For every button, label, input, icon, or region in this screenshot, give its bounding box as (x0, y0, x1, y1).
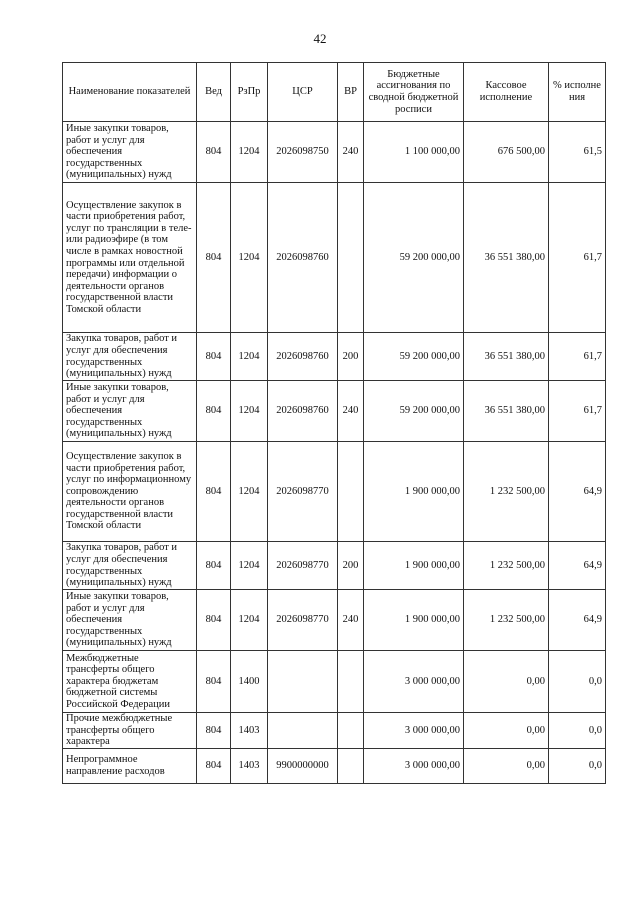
cell-cash: 676 500,00 (464, 122, 549, 183)
header-ved: Вед (197, 63, 231, 122)
cell-vr (338, 442, 364, 542)
cell-csr: 2026098750 (268, 122, 338, 183)
cell-rzpr: 1204 (231, 122, 268, 183)
cell-rzpr: 1204 (231, 381, 268, 442)
cell-budget: 3 000 000,00 (364, 713, 464, 749)
cell-vr (338, 183, 364, 333)
cell-rzpr: 1204 (231, 333, 268, 381)
cell-rzpr: 1403 (231, 748, 268, 783)
table-header-row (63, 63, 606, 122)
cell-rzpr: 1204 (231, 542, 268, 590)
cell-name: Закупка товаров, работ и услуг для обеспечения государственных (муниципальных) нужд (63, 542, 197, 590)
table-row (63, 748, 606, 783)
cell-csr: 2026098760 (268, 183, 338, 333)
cell-name: Непрограммное направление расходов (63, 748, 197, 783)
cell-ved: 804 (197, 381, 231, 442)
cell-rzpr: 1400 (231, 651, 268, 713)
page-number: 42 (313, 31, 327, 46)
cell-ved: 804 (197, 333, 231, 381)
header-budget: Бюджетные ассигнования по сводной бюджетной росписи (364, 63, 464, 122)
cell-vr (338, 748, 364, 783)
cell-ved: 804 (197, 748, 231, 783)
cell-cash: 1 232 500,00 (464, 590, 549, 651)
cell-cash: 36 551 380,00 (464, 183, 549, 333)
header-csr: ЦСР (268, 63, 338, 122)
cell-ved: 804 (197, 542, 231, 590)
header-name: Наименование показателей (63, 63, 197, 122)
cell-ved: 804 (197, 651, 231, 713)
cell-percent: 64,9 (549, 590, 606, 651)
cell-cash: 0,00 (464, 713, 549, 749)
cell-csr: 2026098770 (268, 442, 338, 542)
cell-cash: 0,00 (464, 748, 549, 783)
cell-percent: 64,9 (549, 442, 606, 542)
cell-rzpr: 1204 (231, 590, 268, 651)
cell-csr: 2026098760 (268, 333, 338, 381)
cell-ved: 804 (197, 122, 231, 183)
cell-name: Прочие межбюджетные трансферты общего характера (63, 713, 197, 749)
cell-rzpr: 1403 (231, 713, 268, 749)
cell-rzpr: 1204 (231, 442, 268, 542)
cell-budget: 59 200 000,00 (364, 183, 464, 333)
table-row (63, 590, 606, 651)
table-row (63, 381, 606, 442)
table-row (63, 122, 606, 183)
cell-csr (268, 651, 338, 713)
cell-cash: 36 551 380,00 (464, 381, 549, 442)
cell-percent: 61,5 (549, 122, 606, 183)
cell-vr: 240 (338, 590, 364, 651)
cell-percent: 61,7 (549, 183, 606, 333)
table-row (63, 542, 606, 590)
cell-vr: 240 (338, 122, 364, 183)
header-vr: ВР (338, 63, 364, 122)
header-cash: Кассовое исполнение (464, 63, 549, 122)
cell-ved: 804 (197, 442, 231, 542)
header-rzpr: РзПр (231, 63, 268, 122)
table-row (63, 183, 606, 333)
cell-cash: 36 551 380,00 (464, 333, 549, 381)
cell-csr: 2026098770 (268, 542, 338, 590)
cell-name: Осуществление закупок в части приобретения работ, услуг по трансляции в теле- или радиоэфире (в том числе в рамках новостной программы или отдельной передачи) информации о деятельности органов государственной власти Томской области (63, 183, 197, 333)
table-row (63, 333, 606, 381)
cell-vr (338, 651, 364, 713)
cell-ved: 804 (197, 713, 231, 749)
cell-name: Иные закупки товаров, работ и услуг для обеспечения государственных (муниципальных) нужд (63, 122, 197, 183)
cell-percent: 61,7 (549, 381, 606, 442)
cell-name: Иные закупки товаров, работ и услуг для обеспечения государственных (муниципальных) нужд (63, 381, 197, 442)
cell-vr (338, 713, 364, 749)
cell-name: Закупка товаров, работ и услуг для обеспечения государственных (муниципальных) нужд (63, 333, 197, 381)
cell-ved: 804 (197, 590, 231, 651)
cell-cash: 0,00 (464, 651, 549, 713)
cell-budget: 1 900 000,00 (364, 542, 464, 590)
table-row (63, 651, 606, 713)
cell-budget: 1 900 000,00 (364, 442, 464, 542)
cell-name: Иные закупки товаров, работ и услуг для обеспечения государственных (муниципальных) нужд (63, 590, 197, 651)
table-row (63, 442, 606, 542)
table-row (63, 713, 606, 749)
cell-percent: 61,7 (549, 333, 606, 381)
cell-csr: 2026098760 (268, 381, 338, 442)
cell-csr: 2026098770 (268, 590, 338, 651)
cell-percent: 0,0 (549, 713, 606, 749)
cell-percent: 0,0 (549, 748, 606, 783)
cell-budget: 59 200 000,00 (364, 381, 464, 442)
cell-rzpr: 1204 (231, 183, 268, 333)
cell-name: Осуществление закупок в части приобретения работ, услуг по информационному сопровождению деятельности органов государственной власти Томской области (63, 442, 197, 542)
cell-name: Межбюджетные трансферты общего характера бюджетам бюджетной системы Российской Федерации (63, 651, 197, 713)
cell-csr (268, 713, 338, 749)
cell-cash: 1 232 500,00 (464, 442, 549, 542)
cell-budget: 1 100 000,00 (364, 122, 464, 183)
cell-budget: 59 200 000,00 (364, 333, 464, 381)
cell-vr: 240 (338, 381, 364, 442)
cell-budget: 1 900 000,00 (364, 590, 464, 651)
cell-csr: 9900000000 (268, 748, 338, 783)
cell-cash: 1 232 500,00 (464, 542, 549, 590)
cell-ved: 804 (197, 183, 231, 333)
header-percent: % исполне ния (549, 63, 606, 122)
cell-percent: 64,9 (549, 542, 606, 590)
budget-table (62, 62, 606, 784)
cell-percent: 0,0 (549, 651, 606, 713)
cell-budget: 3 000 000,00 (364, 651, 464, 713)
cell-budget: 3 000 000,00 (364, 748, 464, 783)
cell-vr: 200 (338, 542, 364, 590)
cell-vr: 200 (338, 333, 364, 381)
